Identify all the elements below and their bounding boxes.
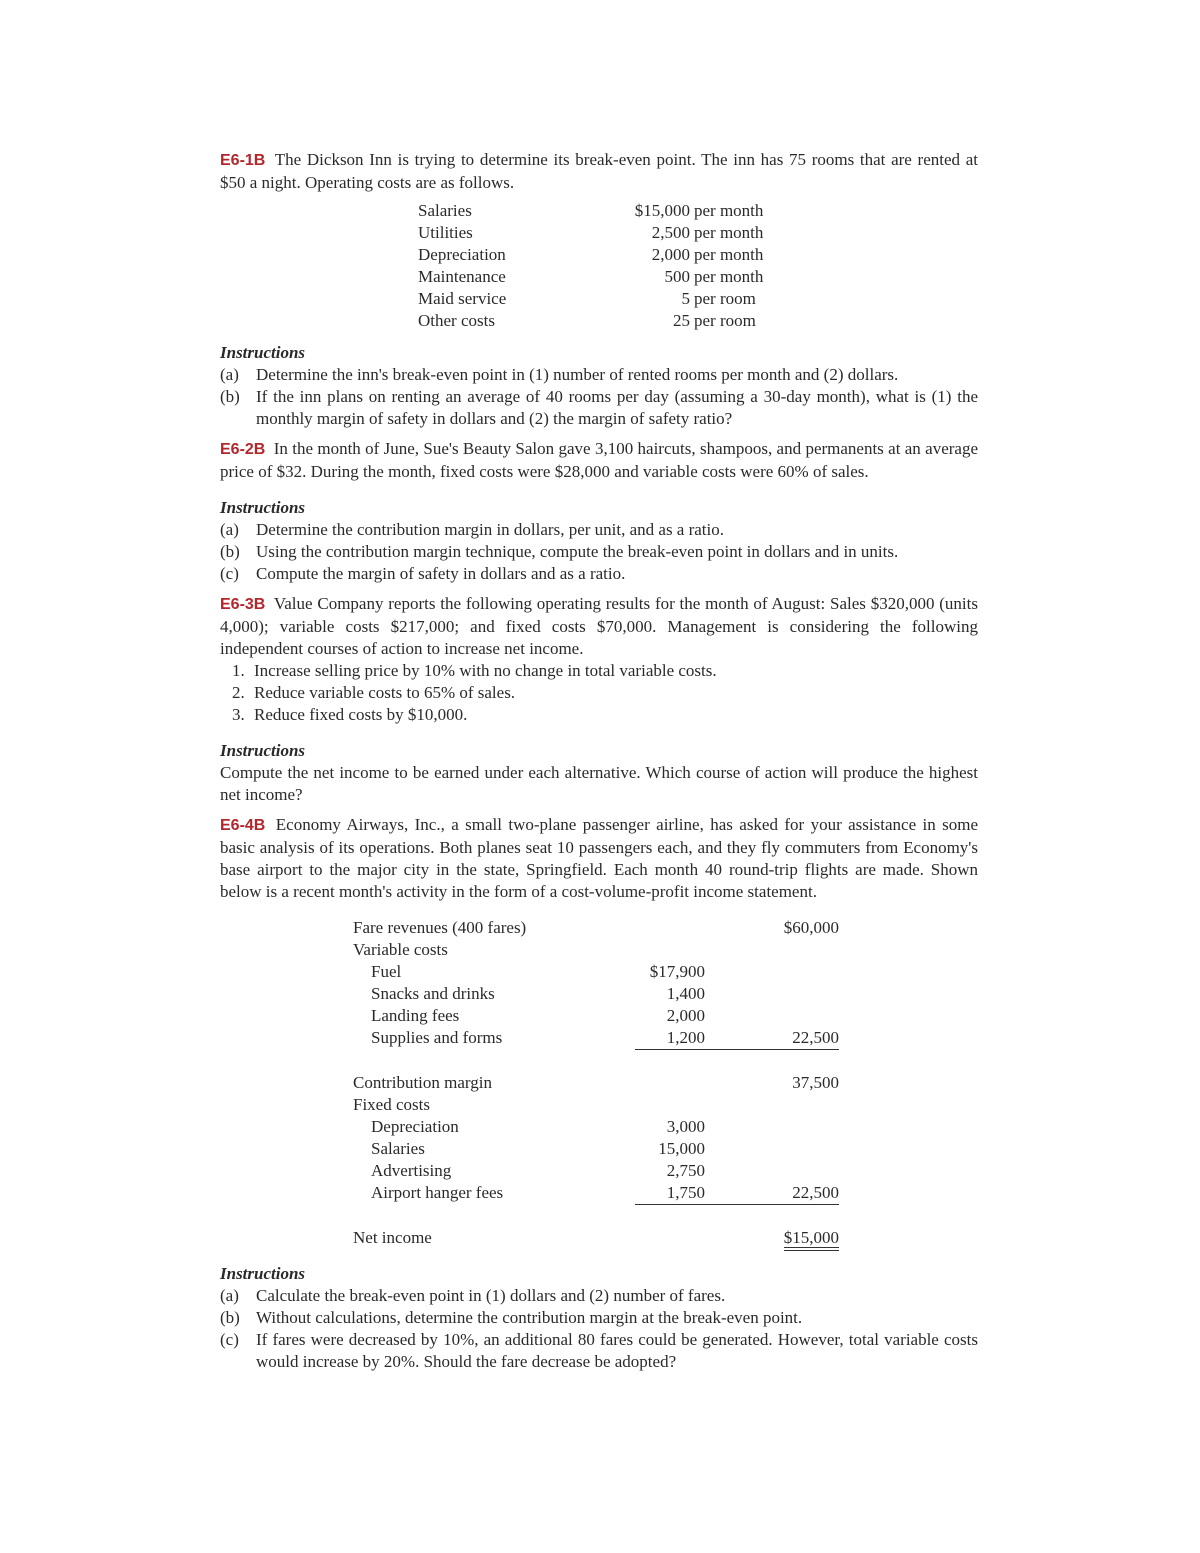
line-item-amount: 1,200 <box>635 1027 705 1050</box>
item-text: Determine the contribution margin in dollars, per unit, and as a ratio. <box>256 520 725 539</box>
cost-name: Maintenance <box>418 267 506 286</box>
cost-name: Maid service <box>418 289 507 308</box>
line-item-amount: 1,750 <box>635 1182 705 1205</box>
cost-amount: 2,000 <box>651 245 690 264</box>
table-row <box>418 222 763 244</box>
line-item-amount: 15,000 <box>658 1139 705 1158</box>
instructions-heading: Instructions <box>220 741 306 760</box>
instruction-item <box>220 386 978 430</box>
table-row <box>353 1138 839 1160</box>
revenue-total: $60,000 <box>783 918 839 937</box>
item-text: Using the contribution margin technique, compute the break-even point in dollars and in units. <box>256 542 899 561</box>
option-item <box>232 682 978 704</box>
table-row <box>353 1072 839 1094</box>
item-label: 2. <box>232 683 245 702</box>
table-row <box>418 288 763 310</box>
cost-name: Salaries <box>418 201 472 220</box>
option-item <box>232 660 978 682</box>
table-row <box>353 1027 839 1050</box>
instructions-heading: Instructions <box>220 343 306 362</box>
cost-name: Depreciation <box>418 245 506 264</box>
line-item-name: Landing fees <box>371 1006 460 1025</box>
table-row <box>353 1182 839 1205</box>
item-label: (a) <box>220 520 239 539</box>
line-item-amount: 3,000 <box>666 1117 705 1136</box>
variable-costs-heading: Variable costs <box>353 940 448 959</box>
exercise-text: Value Company reports the following operating results for the month of August: Sales $320,000 (units 4,000); variable costs $217,000; and fixed costs $70,000. Management is considering the following independent courses of action to increase net income. <box>220 594 978 658</box>
line-item-amount: $17,900 <box>649 962 705 981</box>
income-statement <box>353 917 839 1249</box>
cost-unit: per month <box>694 245 764 264</box>
instruction-item <box>220 563 978 585</box>
item-label: 3. <box>232 705 245 724</box>
table-row <box>353 917 839 939</box>
item-label: (a) <box>220 365 239 384</box>
line-item-name: Supplies and forms <box>371 1028 503 1048</box>
exercise-label: E6-3B <box>220 596 266 613</box>
net-income-total: $15,000 <box>784 1228 839 1251</box>
cost-amount: $15,000 <box>634 201 690 220</box>
instruction-item <box>220 364 978 386</box>
table-row <box>418 310 763 332</box>
item-text: If the inn plans on renting an average of 40 rooms per day (assuming a 30-day month), what is (1) the monthly margin of safety in dollars and (2) the margin of safety ratio? <box>256 387 978 428</box>
exercise-text: The Dickson Inn is trying to determine its break-even point. The inn has 75 rooms that are rented at $50 a night. Operating costs are as follows. <box>220 150 978 192</box>
table-row <box>418 244 763 266</box>
cost-amount: 500 <box>664 267 690 286</box>
table-row <box>353 983 839 1005</box>
exercise-page <box>220 149 978 1373</box>
table-row <box>353 1094 839 1116</box>
line-item-amount: 2,000 <box>666 1006 705 1025</box>
exercise-e6-2b-intro <box>220 438 978 483</box>
table-row <box>353 1160 839 1182</box>
instructions-heading: Instructions <box>220 1264 306 1283</box>
line-item-name: Salaries <box>371 1139 425 1158</box>
instructions-text: Compute the net income to be earned under each alternative. Which course of action will produce the highest net income? <box>220 763 978 804</box>
cost-name: Utilities <box>418 223 473 242</box>
item-text: Reduce variable costs to 65% of sales. <box>254 683 516 702</box>
cost-amount: 2,500 <box>651 223 690 242</box>
operating-costs-table <box>418 200 763 332</box>
instruction-item <box>220 1285 978 1307</box>
exercise-e6-3b-intro <box>220 593 978 660</box>
item-text: Determine the inn's break-even point in (1) number of rented rooms per month and (2) dollars. <box>256 365 899 384</box>
item-text: Increase selling price by 10% with no change in total variable costs. <box>254 661 717 680</box>
revenue-label: Fare revenues (400 fares) <box>353 918 527 937</box>
line-item-name: Airport hanger fees <box>371 1183 504 1203</box>
cost-unit: per month <box>694 267 764 286</box>
exercise-label: E6-2B <box>220 441 266 458</box>
item-label: (c) <box>220 1330 239 1349</box>
cost-unit: per month <box>694 223 764 242</box>
contribution-margin-label: Contribution margin <box>353 1073 492 1092</box>
instruction-item <box>220 541 978 563</box>
cost-unit: per room <box>694 311 756 330</box>
item-text: Calculate the break-even point in (1) dollars and (2) number of fares. <box>256 1286 726 1305</box>
exercise-e6-1b-intro <box>220 149 978 194</box>
fixed-costs-total: 22,500 <box>705 1182 839 1205</box>
exercise-label: E6-4B <box>220 817 266 834</box>
fixed-costs-heading: Fixed costs <box>353 1095 430 1114</box>
item-label: (a) <box>220 1286 239 1305</box>
line-item-amount: 1,400 <box>666 984 705 1003</box>
variable-costs-total: 22,500 <box>705 1027 839 1050</box>
instruction-item <box>220 1329 978 1373</box>
exercise-label: E6-1B <box>220 152 266 169</box>
line-item-amount: 2,750 <box>666 1161 705 1180</box>
exercise-text: In the month of June, Sue's Beauty Salon gave 3,100 haircuts, shampoos, and permanents at an average price of $32. During the month, fixed costs were $28,000 and variable costs were 60% of sales. <box>220 439 978 481</box>
line-item-name: Fuel <box>371 962 402 981</box>
table-row <box>353 1116 839 1138</box>
line-item-name: Snacks and drinks <box>371 984 495 1003</box>
item-label: (b) <box>220 387 240 406</box>
table-row <box>353 961 839 983</box>
item-text: Compute the margin of safety in dollars and as a ratio. <box>256 564 626 583</box>
table-row <box>353 1227 839 1249</box>
line-item-name: Advertising <box>371 1161 452 1180</box>
item-label: (b) <box>220 542 240 561</box>
instruction-item <box>220 519 978 541</box>
instructions-heading: Instructions <box>220 498 306 517</box>
item-text: If fares were decreased by 10%, an additional 80 fares could be generated. However, total variable costs would increase by 20%. Should the fare decrease be adopted? <box>256 1330 978 1371</box>
table-row <box>418 200 763 222</box>
instruction-item <box>220 1307 978 1329</box>
contribution-margin-total: 37,500 <box>792 1073 839 1092</box>
net-income-label: Net income <box>353 1228 432 1247</box>
table-row <box>353 939 839 961</box>
option-item <box>232 704 978 726</box>
item-text: Reduce fixed costs by $10,000. <box>254 705 468 724</box>
cost-amount: 25 <box>673 311 690 330</box>
item-label: (b) <box>220 1308 240 1327</box>
exercise-text: Economy Airways, Inc., a small two-plane passenger airline, has asked for your assistance in some basic analysis of its operations. Both planes seat 10 passengers each, and they fly commuters from Economy's base airport to the major city in the state, Springfield. Each month 40 round-trip flights are made. Shown below is a recent month's activity in the form of a cost-volume-profit income statement. <box>220 815 979 901</box>
line-item-name: Depreciation <box>371 1117 459 1136</box>
cost-unit: per room <box>694 289 756 308</box>
cost-amount: 5 <box>681 289 690 308</box>
item-text: Without calculations, determine the contribution margin at the break-even point. <box>256 1308 803 1327</box>
table-row <box>418 266 763 288</box>
item-label: 1. <box>232 661 245 680</box>
cost-name: Other costs <box>418 311 495 330</box>
table-row <box>353 1005 839 1027</box>
exercise-e6-4b-intro <box>220 814 978 903</box>
cost-unit: per month <box>694 201 764 220</box>
item-label: (c) <box>220 564 239 583</box>
